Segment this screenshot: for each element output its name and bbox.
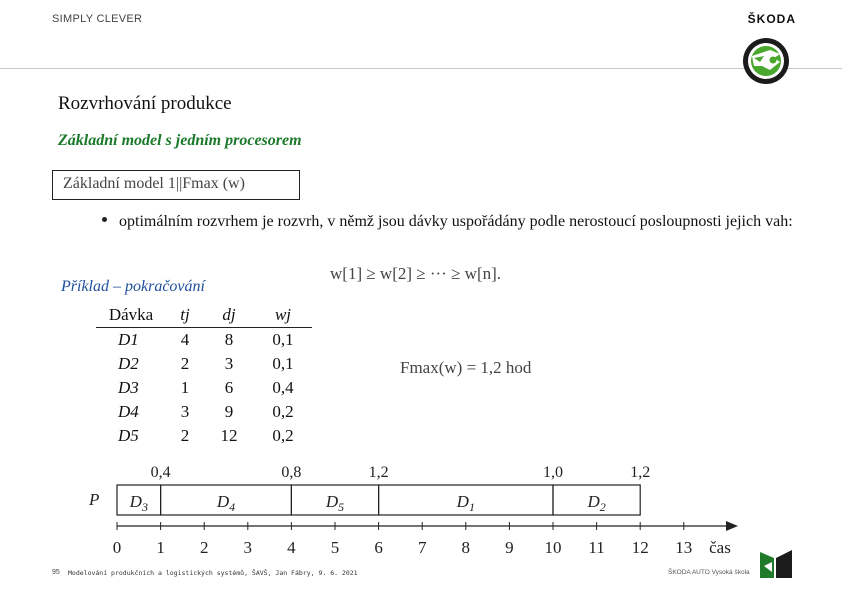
tick-label: 13: [675, 538, 693, 557]
header-dj: dj: [204, 303, 254, 328]
job-name: D4: [118, 402, 139, 421]
flag-icon: [758, 548, 794, 580]
tick-label: 6: [374, 538, 383, 557]
job-weight: 0,4: [272, 378, 294, 397]
tick-label: 1: [156, 538, 165, 557]
job-due: 12: [220, 426, 238, 445]
header-tj: tj: [166, 303, 204, 328]
job-due: 9: [224, 402, 234, 421]
tick-label: 10: [544, 538, 562, 557]
tick-label: 3: [243, 538, 253, 557]
tick-label: 4: [287, 538, 296, 557]
job-duration: 1: [180, 378, 190, 397]
bullet-text: optimálním rozvrhem je rozvrh, v němž jsou dávky uspořádány podle nerostoucí posloupnosti jejich vah:: [119, 213, 793, 230]
segment-label: $D_1$: [456, 492, 475, 514]
processor-label: P: [89, 490, 100, 509]
job-weight: 0,2: [272, 426, 294, 445]
segment-value: 0,4: [150, 464, 171, 481]
tick-label: 9: [505, 538, 514, 557]
axis-arrow: [726, 521, 738, 531]
job-name: D3: [118, 378, 139, 397]
segment-label: $D_4$: [216, 492, 236, 514]
header-wj: wj: [254, 303, 312, 328]
job-duration: 3: [180, 402, 190, 421]
job-name: D1: [118, 330, 139, 349]
job-duration: 2: [180, 426, 190, 445]
model-box: Základní model 1||Fmax (w): [52, 170, 300, 200]
segment-value: 1,0: [543, 464, 563, 481]
job-duration: 4: [180, 330, 190, 349]
job-name: D2: [118, 354, 139, 373]
tick-label: 0: [112, 538, 122, 557]
segment-value: 0,8: [281, 464, 302, 481]
job-weight: 0,1: [272, 354, 294, 373]
job-weight: 0,2: [272, 402, 294, 421]
job-weight: 0,1: [272, 330, 294, 349]
tick-label: 8: [461, 538, 471, 557]
job-due: 6: [224, 378, 234, 397]
slide-title: Rozvrhování produkce: [58, 93, 232, 114]
tick-label: 2: [199, 538, 209, 557]
segment-value: 1,2: [630, 464, 651, 481]
job-due: 3: [224, 354, 234, 373]
slide-subtitle: Základní model s jedním procesorem: [58, 132, 302, 149]
job-due: 8: [224, 330, 234, 349]
tick-label: 11: [588, 538, 605, 557]
example-heading: Příklad – pokračování: [61, 278, 205, 295]
segment-label: $D_2$: [587, 492, 606, 514]
segment-label: $D_3$: [129, 492, 148, 514]
segment-label: $D_5$: [325, 492, 345, 514]
fmax-result: Fmax(w) = 1,2 hod: [400, 358, 532, 377]
tagline: SIMPLY CLEVER: [52, 13, 143, 25]
tick-label: 12: [631, 538, 649, 557]
footer-brand: ŠKODA AUTO Vysoká škola: [668, 569, 750, 576]
axis-label: čas: [709, 538, 731, 557]
header-davka: Dávka: [96, 303, 166, 328]
tick-label: 7: [417, 538, 427, 557]
brand-wordmark: ŠKODA: [747, 12, 796, 26]
page-number: 95: [52, 569, 60, 576]
job-name: D5: [118, 426, 139, 445]
segment-value: 1,2: [368, 464, 389, 481]
footer-text: Modelování produkčních a logistických systémů, ŠAVŠ, Jan Fábry, 9. 6. 2021: [68, 569, 358, 577]
ordering-formula: w[1] ≥ w[2] ≥ ··· ≥ w[n].: [330, 264, 502, 283]
tick-label: 5: [330, 538, 340, 557]
job-duration: 2: [180, 354, 190, 373]
